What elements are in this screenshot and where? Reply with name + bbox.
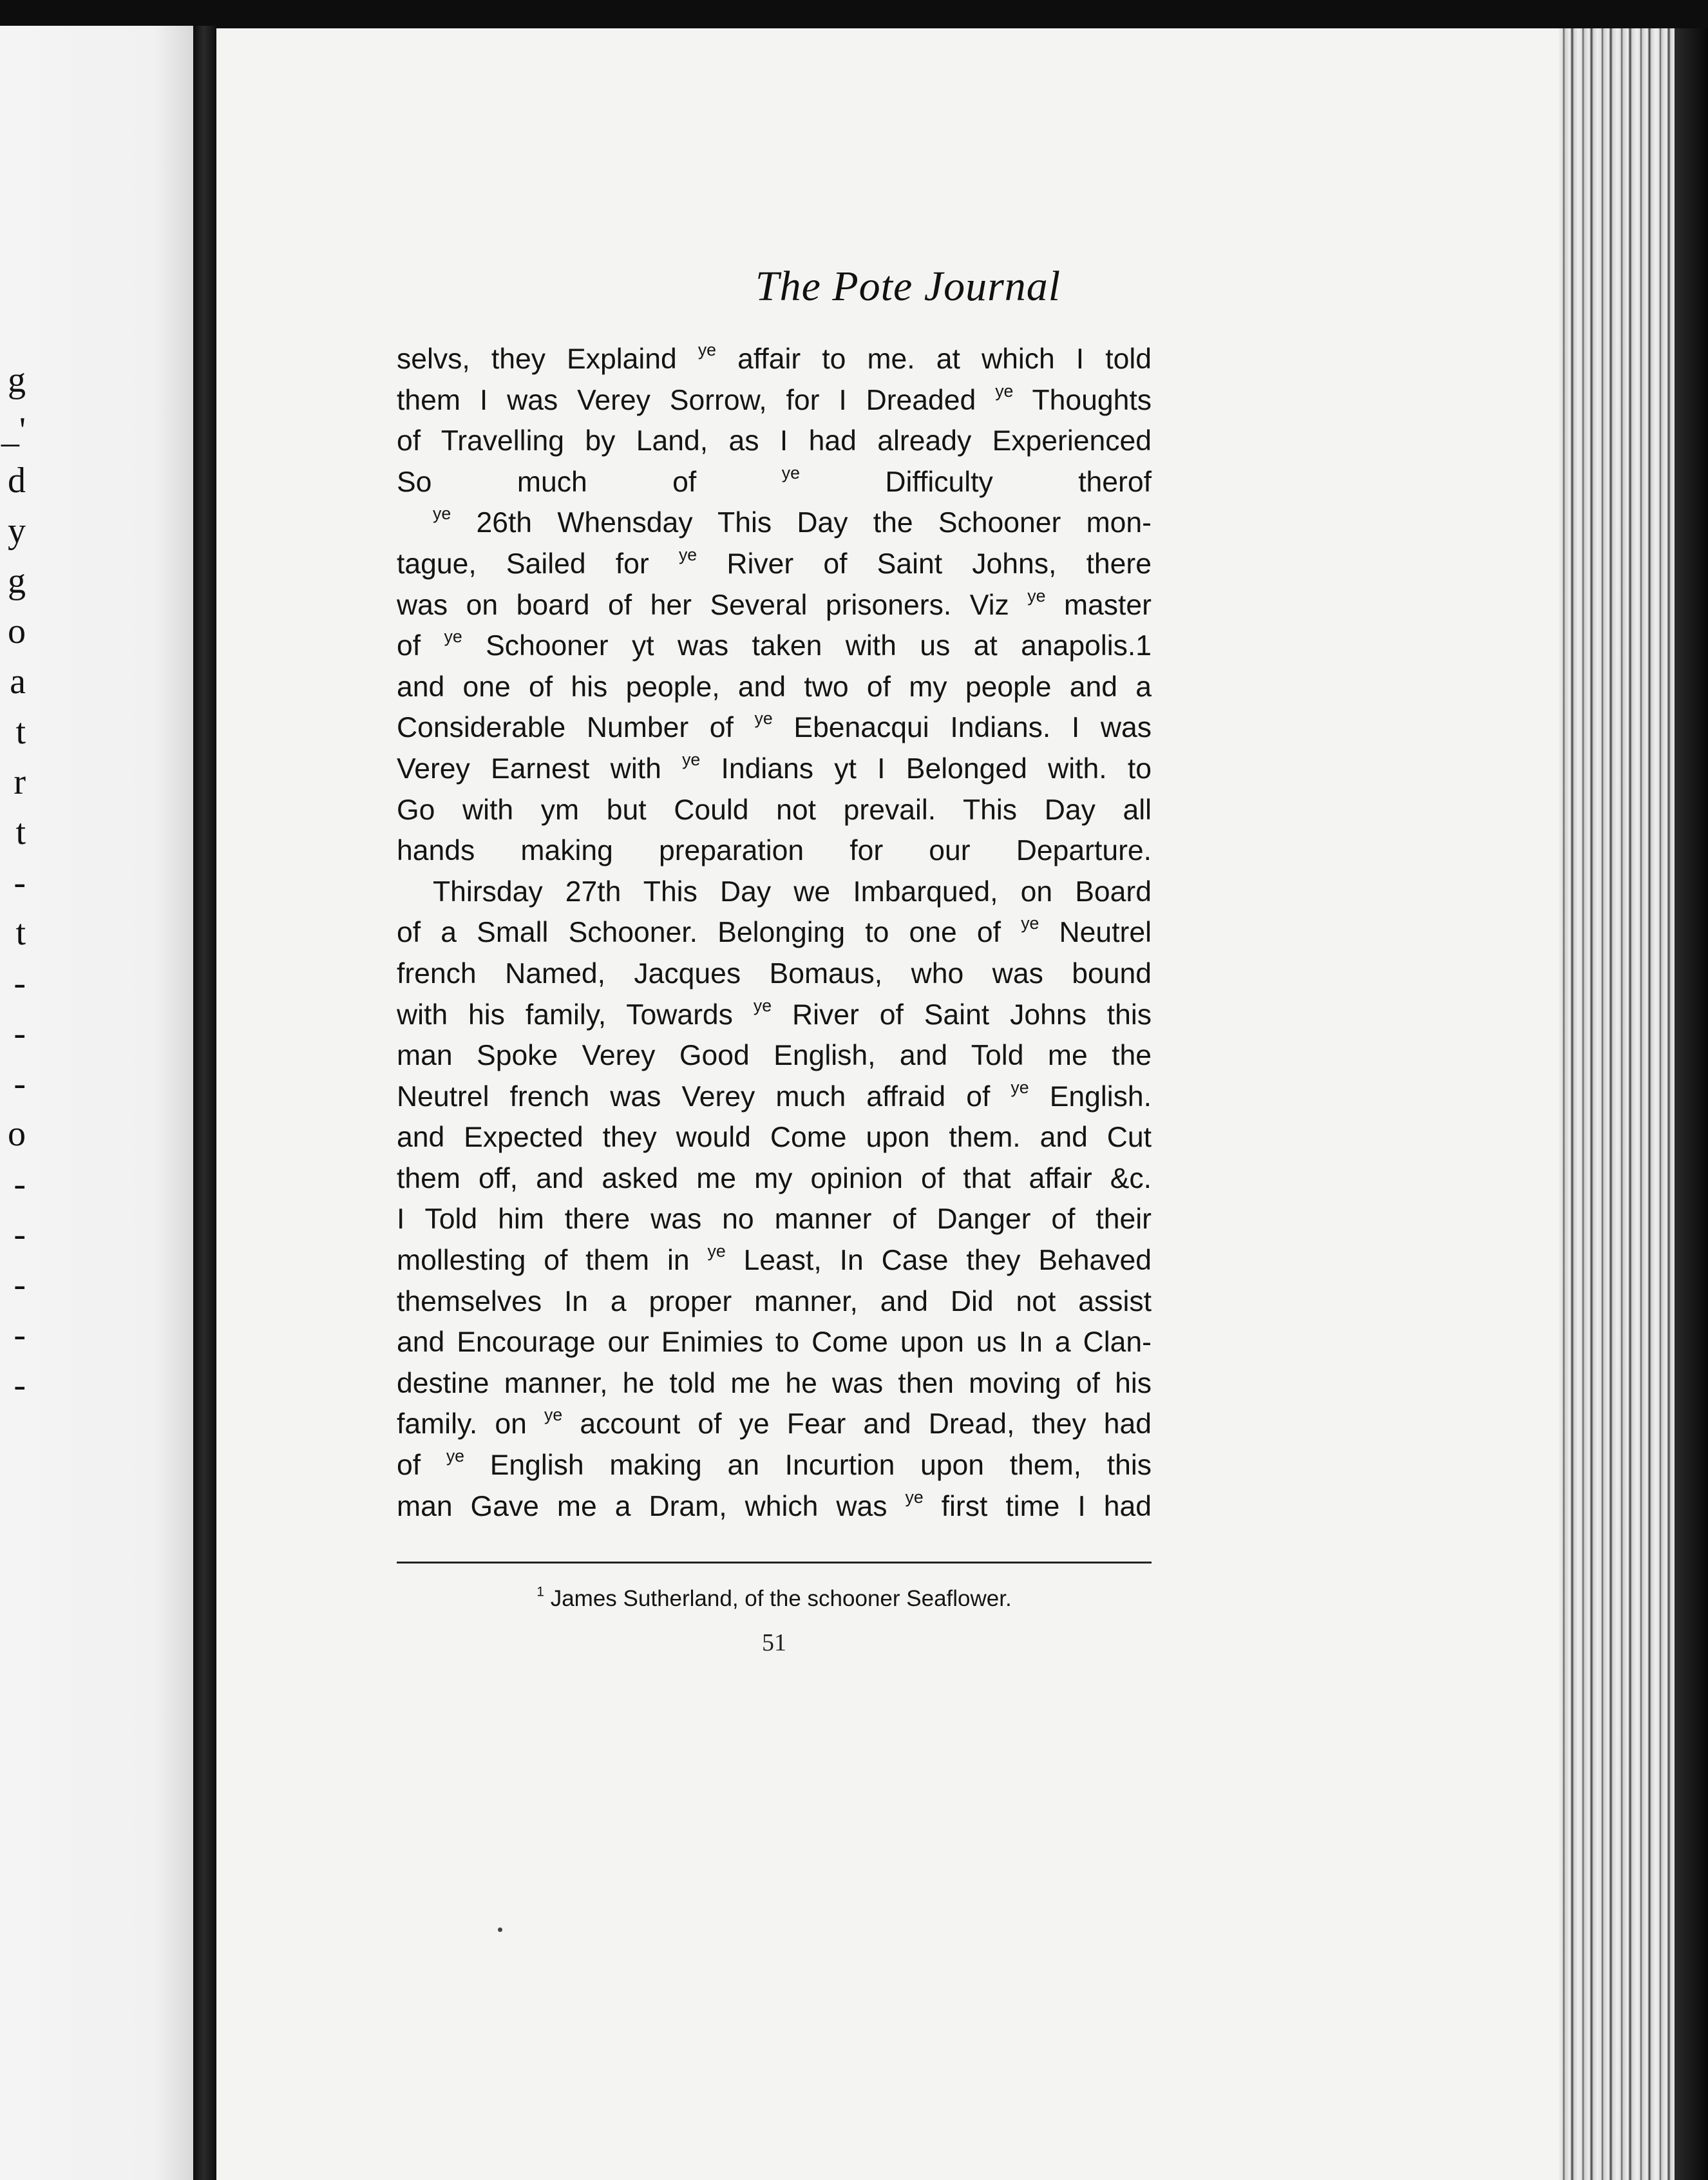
footnote (397, 1583, 1152, 1614)
line-text-before: Verey Earnest with (397, 752, 683, 785)
line-text-after: English. (1029, 1080, 1152, 1113)
previous-page-fragment: t (15, 913, 26, 952)
previous-page-fragment: - (14, 1215, 26, 1254)
superscript-abbreviation: ye (995, 381, 1014, 401)
previous-page-fragment: r (14, 763, 26, 801)
line-text-before: themselves In a proper manner, and Did not assist (397, 1285, 1152, 1317)
previous-page-fragment: _' (1, 411, 26, 450)
text-line (397, 953, 1152, 995)
line-text-before: was on board of her Several prisoners. Viz (397, 589, 1028, 621)
superscript-abbreviation: ye (1027, 586, 1046, 606)
running-head: The Pote Journal (755, 263, 1061, 310)
text-line (397, 544, 1152, 585)
previous-page-fragment: a (10, 662, 26, 701)
line-text-before: them off, and asked me my opinion of that affair &c. (397, 1162, 1152, 1194)
text-line (397, 1322, 1152, 1363)
line-text-before: mollesting of them in (397, 1245, 708, 1277)
previous-page-fragment: t (15, 712, 26, 751)
text-line (397, 421, 1152, 462)
line-text-after: 26th Whensday This Day the Schooner mon- (451, 507, 1152, 539)
text-line (397, 872, 1152, 913)
line-text-before: of (397, 630, 444, 662)
text-line (397, 790, 1152, 831)
text-line (397, 1199, 1152, 1240)
text-line (397, 1240, 1152, 1281)
superscript-abbreviation: ye (544, 1405, 563, 1425)
line-text-after: first time I had (923, 1490, 1152, 1522)
line-text-before: them I was Verey Sorrow, for I Dreaded (397, 384, 996, 416)
line-text-before: I Told him there was no manner of Danger of their (397, 1203, 1152, 1236)
superscript-abbreviation: ye (1021, 913, 1039, 933)
page-edges-shadow (1675, 28, 1708, 2180)
text-line (397, 995, 1152, 1036)
line-text-after: Difficulty therof (799, 466, 1152, 498)
line-text-after: Schooner yt was taken with us at anapolis.1 (462, 630, 1152, 662)
superscript-abbreviation: ye (753, 995, 772, 1015)
book-gutter (193, 26, 219, 2180)
line-text-before: Go with ym but Could not prevail. This Day all (397, 794, 1152, 826)
text-line (397, 707, 1152, 749)
previous-page-fragment: - (14, 1064, 26, 1103)
line-text-before: So much of (397, 466, 782, 498)
text-line (397, 830, 1152, 872)
line-text-after: master (1045, 589, 1152, 621)
superscript-abbreviation: ye (678, 544, 697, 564)
text-line (397, 339, 1152, 380)
superscript-abbreviation: ye (697, 339, 716, 359)
line-text-after: Indians yt I Belonged with. to (700, 752, 1152, 785)
text-line (397, 380, 1152, 421)
line-text-after: affair to me. at which I told (716, 343, 1152, 375)
text-line (397, 1117, 1152, 1158)
line-text-before: with his family, Towards (397, 999, 754, 1031)
superscript-abbreviation: ye (446, 1446, 464, 1466)
text-line (397, 912, 1152, 953)
line-text-before: selvs, they Explaind (397, 343, 698, 375)
page-bottom-mark (808, 2166, 822, 2180)
text-line (397, 1035, 1152, 1076)
previous-page-fragment: o (8, 612, 26, 651)
previous-page-fragment: d (8, 461, 26, 500)
footnote-text: James Sutherland, of the schooner Seaflower. (550, 1586, 1012, 1611)
line-text-before: man Spoke Verey Good English, and Told me the (397, 1040, 1152, 1072)
previous-page-fragment: - (14, 964, 26, 1002)
text-line (397, 1158, 1152, 1200)
text-line (397, 1281, 1152, 1323)
previous-page-fragment: - (14, 1165, 26, 1203)
line-text-after: Least, In Case they Behaved (725, 1245, 1152, 1277)
text-line (397, 1445, 1152, 1486)
text-line (397, 1076, 1152, 1118)
superscript-abbreviation: ye (781, 463, 800, 483)
line-text-before: family. on (397, 1408, 545, 1440)
line-text-after: River of Saint Johns, there (697, 548, 1152, 580)
previous-page-fragment: o (8, 1114, 26, 1153)
previous-page-fragment: g (8, 361, 26, 399)
line-text-before: and Encourage our Enimies to Come upon us In a Clan- (397, 1326, 1152, 1359)
line-text-before: Considerable Number of (397, 712, 755, 744)
line-text-after: River of Saint Johns this (772, 999, 1152, 1031)
previous-page-fragment: g (8, 562, 26, 600)
line-text-before: hands making preparation for our Departure. (397, 835, 1152, 867)
line-text-before: of (397, 1449, 446, 1482)
text-line (397, 502, 1152, 544)
page-number: 51 (762, 1629, 786, 1656)
footnote-marker: 1 (536, 1584, 544, 1600)
line-text-after: Neutrel (1039, 917, 1152, 949)
line-text-after: Ebenacqui Indians. I was (772, 712, 1152, 744)
superscript-abbreviation: ye (905, 1487, 924, 1507)
superscript-abbreviation: ye (754, 709, 773, 729)
line-text-before: french Named, Jacques Bomaus, who was bound (397, 957, 1152, 990)
superscript-abbreviation: ye (682, 749, 701, 769)
page-edges-stack (1559, 28, 1681, 2180)
line-text-after: account of ye Fear and Dread, they had (562, 1408, 1152, 1440)
previous-page-fragment: y (8, 512, 26, 550)
line-text-before: of a Small Schooner. Belonging to one of (397, 917, 1021, 949)
previous-page-fragment: - (14, 1014, 26, 1053)
superscript-abbreviation: ye (1011, 1077, 1029, 1097)
line-text-after: Thoughts (1013, 384, 1152, 416)
line-text-before: and one of his people, and two of my people and a (397, 671, 1152, 703)
line-text-before: tague, Sailed for (397, 548, 679, 580)
superscript-abbreviation: ye (433, 504, 451, 524)
line-text-before: man Gave me a Dram, which was (397, 1490, 906, 1522)
text-line (397, 1404, 1152, 1445)
superscript-abbreviation: ye (707, 1241, 726, 1261)
text-line (397, 749, 1152, 790)
line-text-before: destine manner, he told me he was then moving of his (397, 1367, 1152, 1399)
text-line (397, 1486, 1152, 1527)
paper-speck (498, 1927, 502, 1932)
previous-page-fragment: - (14, 1315, 26, 1354)
text-line (397, 667, 1152, 708)
previous-page-sliver (0, 26, 193, 2180)
text-line (397, 585, 1152, 626)
line-text-after: English making an Incurtion upon them, this (464, 1449, 1152, 1482)
previous-page-fragment: - (14, 863, 26, 902)
journal-text (397, 339, 1152, 1527)
previous-page-text-fragments (0, 361, 26, 1456)
text-line (397, 626, 1152, 667)
footnote-rule (397, 1562, 1152, 1563)
superscript-abbreviation: ye (444, 627, 462, 647)
line-text-before: and Expected they would Come upon them. and Cut (397, 1122, 1152, 1154)
previous-page-fragment: t (15, 813, 26, 852)
text-line (397, 1363, 1152, 1404)
line-text-before: Thirsday 27th This Day we Imbarqued, on Board (433, 875, 1152, 908)
line-text-before: of Travelling by Land, as I had already Experienced (397, 425, 1152, 457)
text-line (397, 462, 1152, 503)
line-text-before: Neutrel french was Verey much affraid of (397, 1080, 1011, 1113)
previous-page-fragment: - (14, 1366, 26, 1404)
previous-page-fragment: - (14, 1265, 26, 1304)
